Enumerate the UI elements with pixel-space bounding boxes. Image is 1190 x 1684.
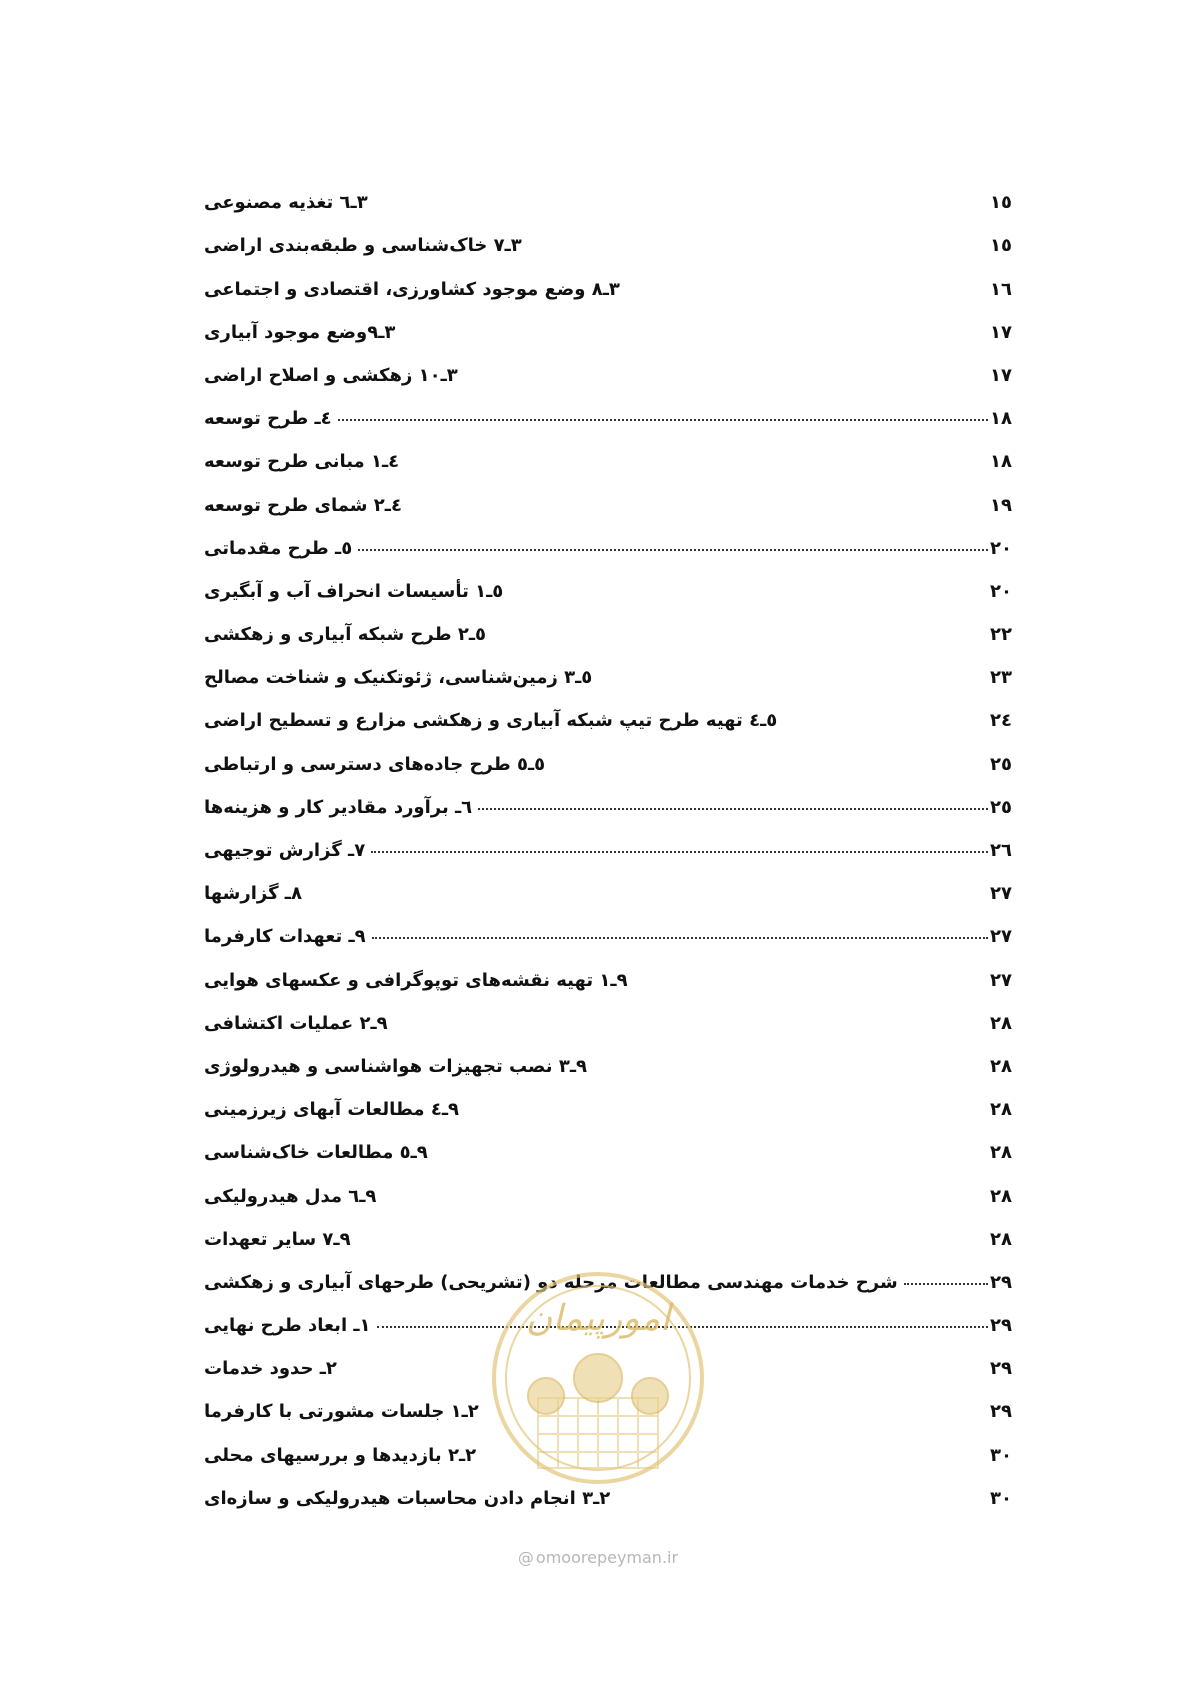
leader-spacer (357, 1238, 988, 1242)
toc-entry-title: ٢ـ٢ بازدیدها و بررسیهای محلی (204, 1444, 477, 1466)
toc-entry-title: ١ـ ابعاد طرح نهایی (204, 1315, 371, 1337)
toc-entry-page-number: ١٥ (990, 192, 1012, 214)
toc-entry-page-number: ٢٥ (990, 796, 1012, 818)
toc-entry (200, 256, 1030, 299)
dot-leader (478, 804, 988, 810)
toc-entry-page-number: ٢٣ (990, 667, 1012, 689)
toc-entry (200, 516, 1030, 559)
toc-entry (200, 1120, 1030, 1163)
toc-entry-page-number: ١٧ (990, 321, 1012, 343)
toc-entry-page-number: ٣٠ (990, 1444, 1012, 1466)
toc-entry-title: ٤ـ٢ شمای طرح توسعه (204, 494, 402, 516)
toc-entry-page-number: ٢٤ (990, 710, 1012, 732)
toc-entry-title: ٩ـ٧ سایر تعهدات (204, 1228, 351, 1250)
toc-entry-title: ٩ـ٤ مطالعات آبهای زیرزمینی (204, 1099, 459, 1121)
toc-entry-title: ٢ـ٣ انجام دادن محاسبات هیدرولیکی و سازه‌ای (204, 1487, 611, 1509)
toc-entry (200, 904, 1030, 947)
toc-entry-title: ٩ـ٥ مطالعات خاک‌شناسی (204, 1142, 428, 1164)
toc-entry (200, 386, 1030, 429)
leader-spacer (374, 201, 988, 205)
toc-entry-page-number: ٢٢ (990, 624, 1012, 646)
toc-entry-title: ٥ـ٥ طرح جاده‌های دسترسی و ارتباطی (204, 753, 546, 775)
toc-entry-page-number: ٢٩ (990, 1315, 1012, 1337)
toc-entry-page-number: ٢٦ (990, 840, 1012, 861)
toc-entry (200, 472, 1030, 515)
toc-entry-title: ٩ـ١ تهیه نقشه‌های توپوگرافی و عکسهای هوایی (204, 969, 628, 991)
toc-entry-title: ٦ـ برآورد مقادیر کار و هزینه‌ها (204, 796, 473, 818)
toc-entry (200, 213, 1030, 256)
dot-leader (904, 1279, 988, 1285)
toc-entry-page-number: ٣٠ (990, 1487, 1012, 1509)
toc-entry-page-number: ٢٨ (990, 1185, 1012, 1207)
toc-entry-title: ٨ـ گزارشها (204, 883, 302, 905)
toc-entry-title: ٩ـ٢ عملیات اکتشافی (204, 1012, 388, 1034)
watermark-caption: omoorepeyman.ir (535, 1548, 679, 1567)
toc-entry (200, 429, 1030, 472)
toc-entry (200, 775, 1030, 818)
toc-entry-title: ٥ـ٢ طرح شبکه آبیاری و زهکشی (204, 624, 486, 646)
leader-spacer (551, 763, 988, 767)
toc-entry-title: ٢ـ حدود خدمات (204, 1358, 337, 1380)
toc-entry-page-number: ١٨ (990, 451, 1012, 473)
toc-entry-page-number: ٢٨ (990, 1012, 1012, 1034)
leader-spacer (783, 719, 988, 723)
toc-entry-page-number: ٢٧ (990, 969, 1012, 991)
toc-entry-title: شرح خدمات مهندسی مطالعات مرحله دو (تشریحی) طرحهای آبیاری و زهکشی (204, 1271, 898, 1293)
toc-entry-title: ٣ـ٧ خاک‌شناسی و طبقه‌بندی اراضی (204, 235, 522, 257)
toc-entry (200, 1207, 1030, 1250)
leader-spacer (434, 1151, 988, 1155)
leader-spacer (464, 374, 988, 378)
toc-entry-page-number: ٢٨ (990, 1228, 1012, 1250)
leader-spacer (408, 504, 988, 508)
toc-entry-title: ٥ـ١ تأسیسات انحراف آب و آبگیری (204, 580, 504, 602)
toc-entry (200, 343, 1030, 386)
leader-spacer (308, 892, 988, 896)
toc-entry (200, 645, 1030, 688)
toc-entry-title: ٩ـ٦ مدل هیدرولیکی (204, 1185, 377, 1207)
toc-entry (200, 861, 1030, 904)
toc-entry-page-number: ٢٩ (990, 1401, 1012, 1423)
toc-entry-title: ٣ـ٨ وضع موجود کشاورزی، اقتصادی و اجتماعی (204, 278, 620, 300)
toc-entry-page-number: ٢٨ (990, 1142, 1012, 1164)
toc-entry (200, 300, 1030, 343)
toc-entry-page-number: ٢٧ (990, 883, 1012, 905)
toc-entry-title: ٩ـ تعهدات کارفرما (204, 926, 366, 948)
leader-spacer (382, 1195, 988, 1199)
leader-spacer (528, 244, 988, 248)
toc-entry-page-number: ٢٥ (990, 753, 1012, 775)
toc-entry-title: ٣ـ١٠ زهکشی و اصلاح اراضی (204, 364, 458, 386)
leader-spacer (598, 676, 988, 680)
leader-spacer (616, 1497, 988, 1501)
toc-entry-page-number: ١٨ (990, 408, 1012, 430)
toc-entry-page-number: ٢٠ (990, 537, 1012, 559)
toc-entry (200, 688, 1030, 731)
leader-spacer (465, 1108, 988, 1112)
toc-entry-page-number: ٢٠ (990, 580, 1012, 602)
leader-spacer (593, 1065, 988, 1069)
toc-entry (200, 170, 1030, 213)
dot-leader (371, 847, 988, 853)
toc-entry (200, 818, 1030, 861)
toc-entry-page-number: ٢٩ (990, 1271, 1012, 1293)
leader-spacer (394, 1022, 988, 1026)
leader-spacer (626, 288, 988, 292)
toc-entry (200, 1163, 1030, 1206)
leader-spacer (634, 979, 988, 983)
toc-entry-page-number: ٢٨ (990, 1099, 1012, 1121)
toc-entry-title: ٥ـ٣ زمین‌شناسی، ژئوتکنیک و شناخت مصالح (204, 667, 593, 689)
toc-entry-title: ٢ـ١ جلسات مشورتی با کارفرما (204, 1401, 479, 1423)
toc-entry (200, 602, 1030, 645)
toc-entry-title: ٧ـ گزارش توجیهی (204, 840, 366, 861)
dot-leader (338, 415, 988, 421)
toc-entry-title: ٣ـ٦ تغذیه مصنوعی (204, 192, 368, 214)
leader-spacer (492, 633, 988, 637)
toc-entry-title: ٣ـ٩وضع موجود آبیاری (204, 321, 396, 343)
watermark-caption-line (478, 1548, 718, 1567)
leader-spacer (405, 460, 988, 464)
toc-entry-page-number: ٢٧ (990, 926, 1012, 948)
toc-entry-title: ٤ـ طرح توسعه (204, 408, 332, 430)
toc-entry (200, 1077, 1030, 1120)
toc-entry-title: ٥ـ طرح مقدماتی (204, 537, 353, 559)
dot-leader (372, 933, 988, 939)
toc-entry-title: ٤ـ١ مبانی طرح توسعه (204, 451, 400, 473)
at-sign-icon: @ (517, 1548, 534, 1567)
leader-spacer (509, 590, 988, 594)
toc-entry-page-number: ١٦ (990, 278, 1012, 300)
toc-entry-title: ٥ـ٤ تهیه طرح تیپ شبکه آبیاری و زهکشی مزارع و تسطیح اراضی (204, 710, 778, 732)
watermark-logo (488, 1268, 708, 1488)
leader-spacer (401, 331, 988, 335)
dot-leader (358, 545, 988, 551)
watermark-logo-text: امورپیمان (525, 1298, 671, 1339)
toc-entry (200, 947, 1030, 990)
toc-entry-page-number: ٢٨ (990, 1055, 1012, 1077)
toc-entry-page-number: ١٩ (990, 494, 1012, 516)
toc-entry (200, 559, 1030, 602)
toc-entry-page-number: ١٧ (990, 364, 1012, 386)
toc-entry-page-number: ١٥ (990, 235, 1012, 257)
toc-entry-page-number: ٢٩ (990, 1358, 1012, 1380)
toc-entry (200, 991, 1030, 1034)
toc-entry (200, 731, 1030, 774)
toc-entry-title: ٩ـ٣ نصب تجهیزات هواشناسی و هیدرولوژی (204, 1055, 587, 1077)
toc-entry (200, 1034, 1030, 1077)
